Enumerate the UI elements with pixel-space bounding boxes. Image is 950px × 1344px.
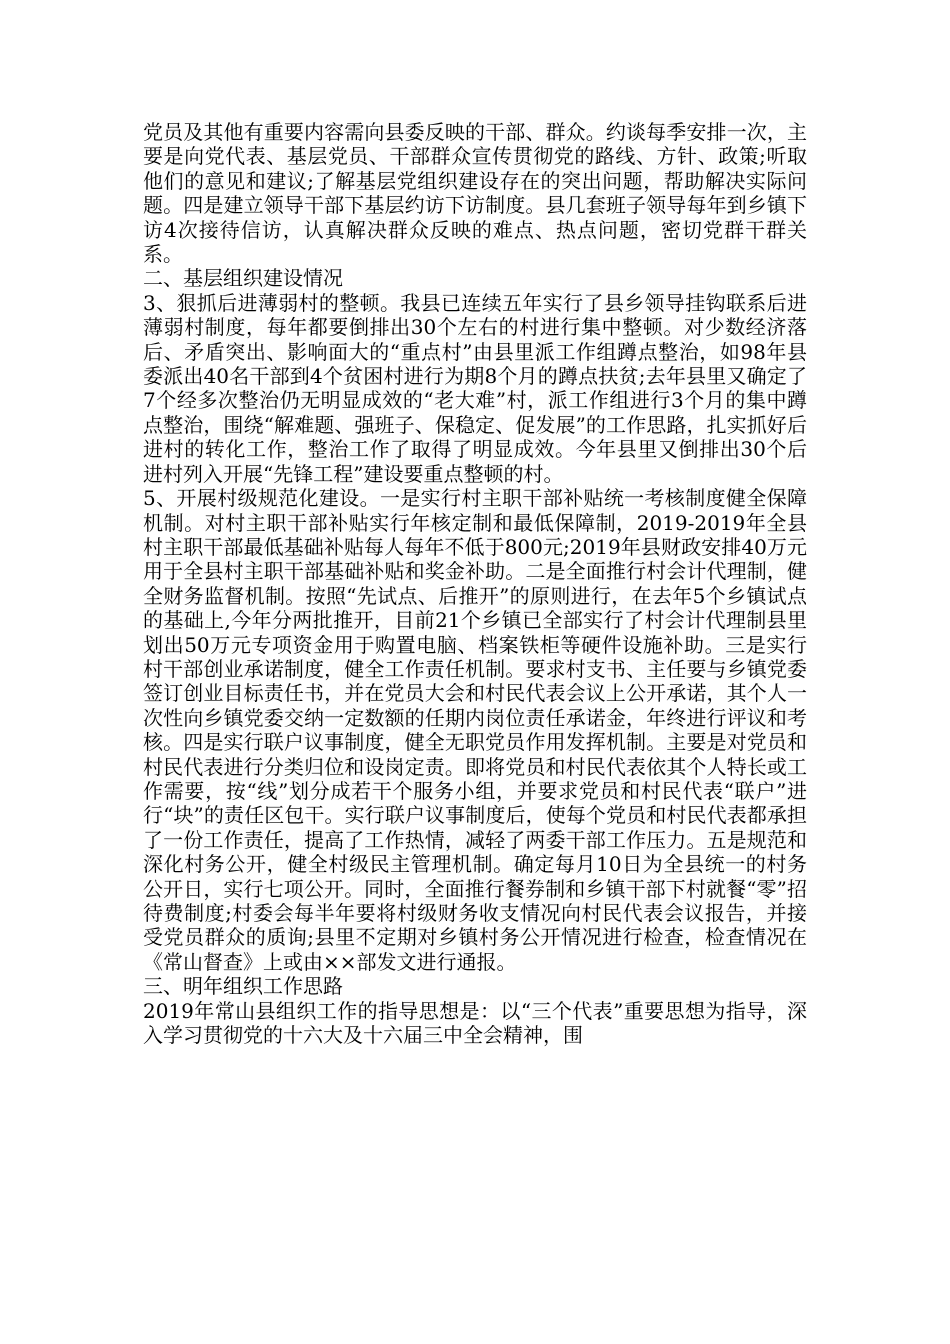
section-heading-grassroots: 二、基层组织建设情况 bbox=[143, 266, 343, 291]
paragraph-village-standardization: 5、开展村级规范化建设。一是实行村主职干部补贴统一考核制度健全保障机制。对村主职干部补贴实行年核定制和最低保障制，2019-2019年全县村主职干部最低基础补贴每人每年不低于800元;2019年县财政安排40万元用于全县村主职干部基础补贴和奖金补助。二是全面推行村会计代理制，健全财务监督机制。按照“先试点、后推开”的原则进行，在去年5个乡镇试点的基础上,今年分两批推开，目前21个乡镇已全部实行了村会计代理制县里划出50万元专项资金用于购置电脑、档案铁柜等硬件设施补助。三是实行村干部创业承诺制度，健全工作责任机制。要求村支书、主任要与乡镇党委签订创业目标责任书，并在党员大会和村民代表会议上公开承诺，其个人一次性向乡镇党委交纳一定数额的任期内岗位责任承诺金，年终进行评议和考核。四是实行联户议事制度，健全无职党员作用发挥机制。主要是对党员和村民代表进行分类归位和设岗定责。即将党员和村民代表依其个人特长或工作需要，按“线”划分成若干个服务小组，并要求党员和村民代表“联户”进行“块”的责任区包干。实行联户议事制度后，使每个党员和村民代表都承担了一份工作责任，提高了工作热情，减轻了两委干部工作压力。五是规范和深化村务公开，健全村级民主管理机制。确定每月10日为全县统一的村务公开日，实行七项公开。同时，全面推行餐券制和乡镇干部下村就餐“零”招待费制度;村委会每半年要将村级财务收支情况向村民代表会议报告，并接受党员群众的质询;县里不定期对乡镇村务公开情况进行检查，检查情况在《常山督查》上或由××部发文进行通报。 bbox=[143, 486, 807, 974]
paragraph-guiding-ideology: 2019年常山县组织工作的指导思想是：以“三个代表”重要思想为指导，深入学习贯彻党的十六大及十六届三中全会精神，围 bbox=[143, 998, 807, 1048]
section-heading-next-year: 三、明年组织工作思路 bbox=[143, 974, 343, 999]
paragraph-weak-villages: 3、狠抓后进薄弱村的整顿。我县已连续五年实行了县乡领导挂钩联系后进薄弱村制度，每年都要倒排出30个左右的村进行集中整顿。对少数经济落后、矛盾突出、影响面大的“重点村”由县里派工作组蹲点整治，如98年县委派出40名干部到4个贫困村进行为期8个月的蹲点扶贫;去年县里又确定了7个经多次整治仍无明显成效的“老大难”村，派工作组进行3个月的集中蹲点整治，围绕“解难题、强班子、保稳定、促发展”的工作思路，扎实抓好后进村的转化工作，整治工作了取得了明显成效。今年县里又倒排出30个后进村列入开展“先锋工程”建设要重点整顿的村。 bbox=[143, 290, 807, 486]
paragraph-contact-system: 党员及其他有重要内容需向县委反映的干部、群众。约谈每季安排一次，主要是向党代表、基层党员、干部群众宣传贯彻党的路线、方针、政策;听取他们的意见和建议;了解基层党组织建设存在的突出问题，帮助解决实际问题。四是建立领导干部下基层约访下访制度。县几套班子领导每年到乡镇下访4次接待信访，认真解决群众反映的难点、热点问题，密切党群干群关系。 bbox=[143, 120, 807, 267]
document-body bbox=[143, 120, 807, 1047]
